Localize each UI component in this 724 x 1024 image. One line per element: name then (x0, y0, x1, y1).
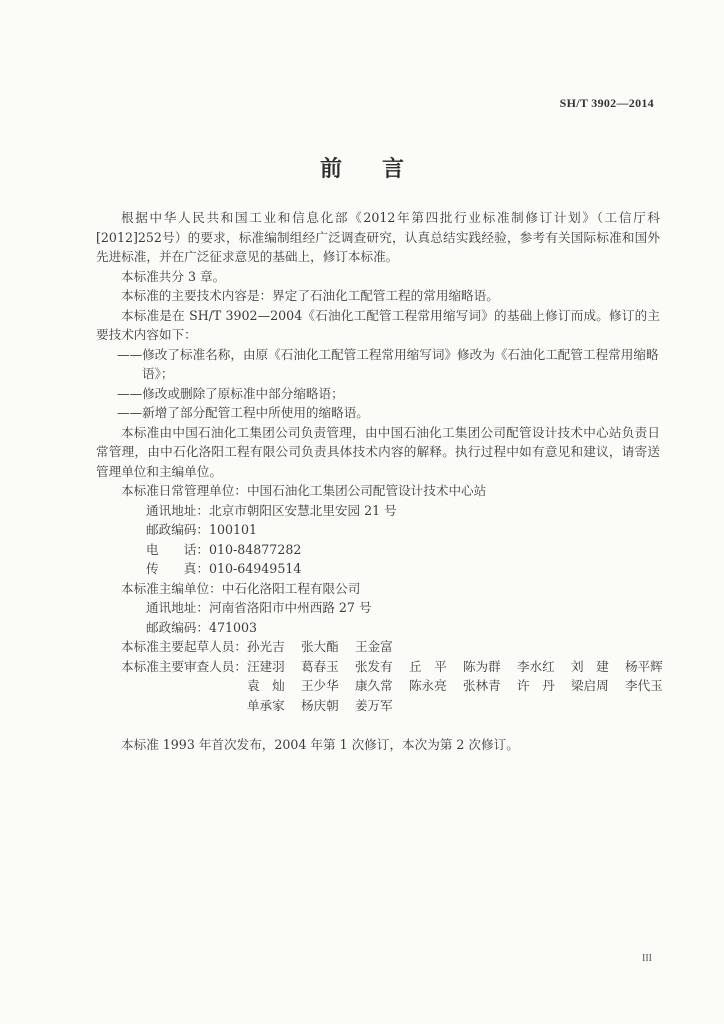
management-postcode-row (96, 520, 660, 540)
editor-postcode-value: 471003 (208, 619, 258, 635)
reviewer-name: 陈永亮 (408, 678, 447, 693)
page-title: 前言 (319, 156, 444, 182)
editor-postcode-row (96, 618, 660, 638)
reviewers-label: 本标准主要审查人员： (121, 658, 247, 674)
reviewers-names (247, 657, 679, 716)
management-fax-value: 010-64949514 (208, 561, 302, 576)
drafter-name: 王金富 (354, 639, 393, 654)
management-address-row (96, 501, 660, 521)
reviewer-name: 姜万军 (354, 697, 393, 713)
revision-list-item: ——修改或删除了原标准中部分缩略语； (117, 385, 344, 401)
reviewers-row (96, 657, 663, 716)
document-id: SH/T 3902—2014 (559, 96, 654, 110)
reviewer-name: 张发有 (354, 658, 393, 674)
reviewer-name: 葛春玉 (300, 658, 339, 674)
reviewer-name: 袁 灿 (246, 678, 285, 693)
reviewer-name: 张林青 (462, 678, 501, 693)
management-postcode-value: 100101 (208, 522, 258, 537)
reviewer-name: 杨庆朝 (300, 697, 339, 713)
reviewer-name: 李代玉 (624, 678, 663, 693)
reviewers-names-line (247, 696, 679, 716)
reviewer-name: 许 丹 (516, 678, 555, 693)
revision-list-item: ——修改了标准名称，由原《石油化工配管工程常用缩写词》修改为《石油化工配管工程常用缩略语》； (117, 346, 659, 381)
reviewer-name: 刘 建 (570, 658, 609, 674)
reviewer-name: 单承家 (246, 697, 285, 713)
spacer (96, 715, 660, 735)
paragraph-revision-content: 本标准是在 SH/T 3902—2004《石油化工配管工程常用缩写词》的基础上修订而成。修订的主要技术内容如下： (96, 307, 660, 342)
editor-postcode-label: 邮政编码： (146, 619, 209, 635)
management-address-label: 通讯地址： (146, 502, 209, 518)
reviewer-name: 杨平辉 (624, 658, 663, 674)
management-unit-value: 中国石油化工集团公司配管设计技术中心站 (246, 483, 487, 498)
editor-unit-value: 中石化洛阳工程有限公司 (221, 580, 361, 596)
management-unit-label: 本标准日常管理单位： (121, 483, 247, 498)
page-number: III (642, 953, 652, 964)
editor-address-value: 河南省洛阳市中州西路 27 号 (208, 600, 372, 615)
reviewer-name: 王少华 (300, 678, 339, 693)
drafters-label: 本标准主要起草人员： (121, 639, 247, 654)
management-address-value: 北京市朝阳区安慧北里安园 21 号 (208, 502, 397, 518)
management-phone-row (96, 540, 660, 560)
drafters-names (247, 637, 409, 657)
management-fax-label: 传 真： (146, 561, 209, 576)
editor-unit-label: 本标准主编单位： (121, 580, 222, 596)
reviewers-names-line (247, 676, 679, 696)
reviewer-name: 梁启周 (570, 678, 609, 693)
drafters-row (96, 637, 660, 657)
drafter-name: 孙光吉 (246, 639, 285, 654)
management-phone-label: 电 话： (146, 541, 209, 557)
preface-body (96, 208, 663, 755)
reviewers-names-line (247, 657, 679, 677)
editor-unit-row (96, 579, 660, 599)
management-unit-row (96, 481, 660, 501)
paragraph-main-content: 本标准的主要技术内容是：界定了石油化工配管工程的常用缩略语。 (121, 288, 499, 303)
revision-list-item: ——新增了部分配管工程中所使用的缩略语。 (117, 405, 369, 420)
management-phone-value: 010-84877282 (208, 541, 302, 557)
paragraph-revision-basis: 根据中华人民共和国工业和信息化部《2012年第四批行业标准制修订计划》（工信厅科[2012]252号）的要求，标准编制组经广泛调查研究，认真总结实践经验，参考有关国际标准和国外先进标准，并在广泛征求意见的基础上，修订本标准。 (96, 210, 660, 264)
reviewer-name: 丘 平 (408, 658, 447, 674)
management-postcode-label: 邮政编码： (146, 522, 209, 537)
reviewer-name: 陈为群 (462, 658, 501, 674)
management-fax-row (96, 559, 660, 579)
editor-address-row (96, 598, 660, 618)
reviewer-name: 康久常 (354, 678, 393, 693)
reviewer-name: 汪建羽 (246, 658, 285, 674)
reviewer-name: 李水红 (516, 658, 555, 674)
editor-address-label: 通讯地址： (146, 600, 209, 615)
paragraph-chapter-count: 本标准共分 3 章。 (121, 268, 226, 284)
paragraph-history: 本标准 1993 年首次发布，2004 年第 1 次修订，本次为第 2 次修订。 (121, 737, 519, 752)
paragraph-management: 本标准由中国石油化工集团公司负责管理，由中国石油化工集团公司配管设计技术中心站负责日常管理，由中石化洛阳工程有限公司负责具体技术内容的解释。执行过程中如有意见和建议，请寄送管理单位和主编单位。 (96, 424, 660, 479)
drafter-name: 张大酯 (300, 639, 339, 654)
